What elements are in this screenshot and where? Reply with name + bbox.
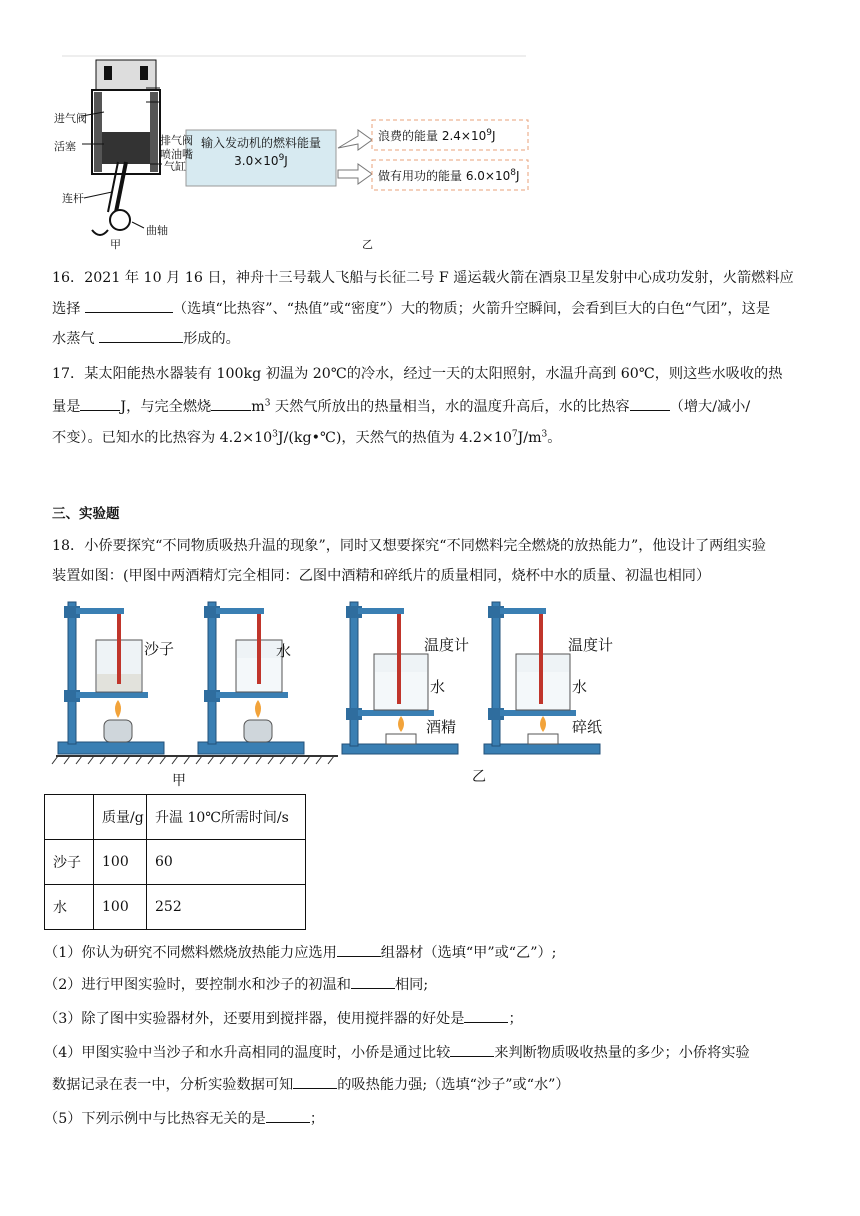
fuel-input-line2: $3.0\times 10^9J$ <box>234 153 288 168</box>
intake-valve-label: 进气阀 <box>54 112 87 125</box>
q18-sub3-blank[interactable] <box>464 1008 508 1023</box>
q17-blank2[interactable] <box>211 396 251 411</box>
cylinder-label: 气缸 <box>164 160 186 173</box>
q18-sub5-blank[interactable] <box>266 1108 310 1123</box>
sand-label: 沙子 <box>144 640 175 658</box>
q18-sub4-blank2[interactable] <box>293 1074 337 1089</box>
table-cell: 100 <box>94 840 147 885</box>
experiment-figure <box>44 592 644 790</box>
rod-label: 连杆 <box>62 192 84 205</box>
table-header-cell <box>45 795 94 840</box>
crank-label: 曲轴 <box>146 224 168 237</box>
table-row <box>45 885 306 930</box>
q16-blank2[interactable] <box>99 328 183 343</box>
figure-caption-yi: 乙 <box>472 769 486 785</box>
alcohol-label: 酒精 <box>426 718 457 736</box>
table-row <box>45 840 306 885</box>
q18-sub4-line1: （4）甲图实验中当沙子和水升高相同的温度时，小侨是通过比较 来判断物质吸收热量的多少；小侨将实验 <box>44 1042 750 1063</box>
q18-line1: 18．小侨要探究“不同物质吸热升温的现象”，同时又想要探究“不同燃料完全燃烧的放热能力”，他设计了两组实验 <box>52 538 766 554</box>
engine-figure <box>52 52 532 252</box>
fuel-input-box <box>186 134 336 170</box>
table-header-row <box>45 795 306 840</box>
data-table <box>44 794 306 930</box>
piston-label: 活塞 <box>54 140 76 153</box>
q16-line3: 水蒸气 形成的。 <box>52 328 240 349</box>
table-cell: 100 <box>94 885 147 930</box>
q16-blank1[interactable] <box>85 298 173 313</box>
table-cell: 252 <box>147 885 306 930</box>
energy-caption-yi: 乙 <box>362 238 373 251</box>
experiment-diagram <box>44 592 644 790</box>
thermometer-label-1: 温度计 <box>424 636 470 654</box>
q16-line2: 选择 （选填“比热容”、“热值”或“密度”）大的物质；火箭升空瞬间，会看到巨大的白色“气团”，这是 <box>52 298 770 319</box>
q18-sub5: （5）下列示例中与比热容无关的是 ； <box>44 1108 324 1129</box>
figure-caption-jia: 甲 <box>172 773 186 789</box>
table-cell: 60 <box>147 840 306 885</box>
q18-sub1: （1）你认为研究不同燃料燃烧放热能力应选用 组器材（选填“甲”或“乙”）; <box>44 942 556 963</box>
q17-blank1[interactable] <box>80 396 120 411</box>
q17-line3: 不变）。已知水的比热容为 $4.2\times 10^3J/(kg•℃)$，天然气的热值为 $4.2\times 10^7J/m^3$。 <box>52 429 562 446</box>
table-header-cell: 升温 10℃所需时间/s <box>147 795 306 840</box>
wasted-energy-box: 浪费的能量 $2.4\times 10^9J$ <box>378 128 496 143</box>
paper-label: 碎纸 <box>572 718 603 736</box>
table-cell: 沙子 <box>45 840 94 885</box>
q18-sub3: （3）除了图中实验器材外，还要用到搅拌器，使用搅拌器的好处是 ； <box>44 1008 523 1029</box>
water-label-yi-2: 水 <box>572 678 588 696</box>
stand-sand <box>58 602 164 754</box>
table-cell: 水 <box>45 885 94 930</box>
q18-sub2-blank[interactable] <box>351 974 395 989</box>
q18-sub2: （2）进行甲图实验时，要控制水和沙子的初温和 相同; <box>44 974 428 995</box>
q17-blank3[interactable] <box>630 396 670 411</box>
fuel-input-line1: 输入发动机的燃料能量 <box>200 136 321 150</box>
engine-caption-jia: 甲 <box>110 238 121 251</box>
thermometer-label-2: 温度计 <box>568 636 614 654</box>
q18-sub4-blank1[interactable] <box>450 1042 494 1057</box>
q18-sub4-line2: 数据记录在表一中，分析实验数据可知 的吸热能力强;（选填“沙子”或“水”） <box>52 1074 570 1095</box>
water-label-jia: 水 <box>276 642 292 660</box>
exhaust-valve-label: 排气阀 <box>160 134 193 147</box>
water-label-yi-1: 水 <box>430 678 446 696</box>
q18-line2: 装置如图：(甲图中两酒精灯完全相同：乙图中酒精和碎纸片的质量相同，烧杯中水的质量、初温也相同） <box>52 568 711 584</box>
table-header-cell: 质量/g <box>94 795 147 840</box>
q16-line1: 16．2021 年 10 月 16 日，神舟十三号载人飞船与长征二号 F 遥运载火箭在酒泉卫星发射中心成功发射，火箭燃料应 <box>52 270 794 286</box>
section-title: 三、实验题 <box>52 506 120 522</box>
q17-line1: 17．某太阳能热水器装有 100kg 初温为 20℃的冷水，经过一天的太阳照射，水温升高到 60℃，则这些水吸收的热 <box>52 366 783 382</box>
injector-label: 喷油嘴 <box>160 148 193 161</box>
stand-water <box>198 602 304 754</box>
q17-line2: 量是 J，与完全燃烧 $m^3$ 天然气所放出的热量相当，水的温度升高后，水的比热容 （增大/减小/ <box>52 396 750 417</box>
q18-sub1-blank[interactable] <box>337 942 381 957</box>
useful-energy-box: 做有用功的能量 $6.0\times 10^8J$ <box>378 168 520 183</box>
